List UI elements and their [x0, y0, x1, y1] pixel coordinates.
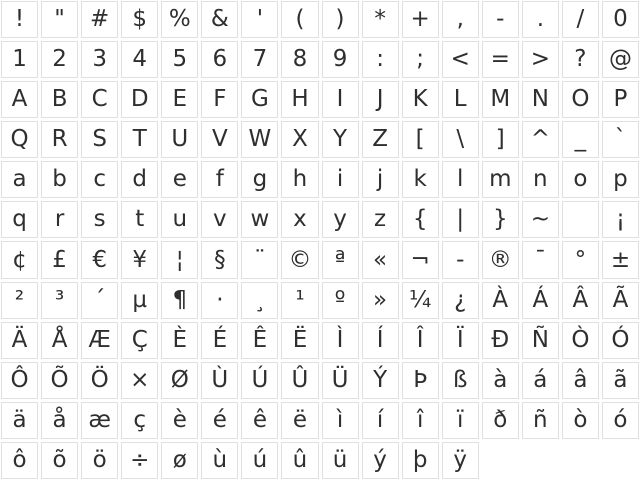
glyph-cell: e: [161, 161, 198, 198]
empty-grid-space: [482, 442, 519, 479]
glyph-cell: ': [241, 1, 278, 38]
glyph-cell: µ: [121, 282, 158, 319]
glyph-cell: °: [562, 241, 599, 278]
glyph-cell: ´: [81, 282, 118, 319]
glyph-cell: õ: [41, 442, 78, 479]
glyph-cell: à: [482, 362, 519, 399]
glyph-cell: (: [281, 1, 318, 38]
glyph-cell: ¼: [402, 282, 439, 319]
glyph-cell: í: [362, 402, 399, 439]
glyph-cell: o: [562, 161, 599, 198]
glyph-cell: ®: [482, 241, 519, 278]
glyph-cell: Ð: [482, 322, 519, 359]
glyph-cell: È: [161, 322, 198, 359]
glyph-cell: O: [562, 81, 599, 118]
glyph-cell: :: [362, 41, 399, 78]
glyph-cell: ð: [482, 402, 519, 439]
glyph-cell: B: [41, 81, 78, 118]
glyph-cell: ©: [281, 241, 318, 278]
glyph-cell: Ï: [442, 322, 479, 359]
glyph-cell: 2: [41, 41, 78, 78]
glyph-cell: ;: [402, 41, 439, 78]
glyph-cell: D: [121, 81, 158, 118]
glyph-cell: <: [442, 41, 479, 78]
glyph-cell: G: [241, 81, 278, 118]
glyph-cell: p: [602, 161, 639, 198]
glyph-cell: Ø: [161, 362, 198, 399]
glyph-cell: Ý: [362, 362, 399, 399]
glyph-cell: ¹: [281, 282, 318, 319]
glyph-cell: 8: [281, 41, 318, 78]
glyph-cell: ÷: [121, 442, 158, 479]
glyph-cell: ¥: [121, 241, 158, 278]
glyph-cell: +: [402, 1, 439, 38]
glyph-cell: s: [81, 201, 118, 238]
glyph-cell: 4: [121, 41, 158, 78]
glyph-cell: Ö: [81, 362, 118, 399]
glyph-cell: å: [41, 402, 78, 439]
glyph-cell: [: [402, 121, 439, 158]
glyph-cell: £: [41, 241, 78, 278]
glyph-cell: ÿ: [442, 442, 479, 479]
glyph-cell: ô: [1, 442, 38, 479]
glyph-cell: Ò: [562, 322, 599, 359]
glyph-cell: ·: [201, 282, 238, 319]
glyph-cell: ó: [602, 402, 639, 439]
glyph-cell: æ: [81, 402, 118, 439]
glyph-cell: .: [522, 1, 559, 38]
glyph-cell: ¬: [402, 241, 439, 278]
glyph-cell: ³: [41, 282, 78, 319]
glyph-cell: V: [201, 121, 238, 158]
glyph-cell: c: [81, 161, 118, 198]
glyph-cell: *: [362, 1, 399, 38]
glyph-cell: Ì: [322, 322, 359, 359]
glyph-cell: M: [482, 81, 519, 118]
glyph-cell: ^: [522, 121, 559, 158]
glyph-cell: ñ: [522, 402, 559, 439]
glyph-cell: \: [442, 121, 479, 158]
glyph-cell: u: [161, 201, 198, 238]
glyph-cell: A: [1, 81, 38, 118]
glyph-cell: F: [201, 81, 238, 118]
glyph-cell: r: [41, 201, 78, 238]
empty-grid-space: [522, 442, 559, 479]
glyph-cell: a: [1, 161, 38, 198]
glyph-cell: Û: [281, 362, 318, 399]
glyph-cell: U: [161, 121, 198, 158]
glyph-cell: Ô: [1, 362, 38, 399]
glyph-cell: >: [522, 41, 559, 78]
glyph-cell: ª: [322, 241, 359, 278]
glyph-cell: ë: [281, 402, 318, 439]
glyph-cell: ý: [362, 442, 399, 479]
glyph-cell: E: [161, 81, 198, 118]
glyph-cell: W: [241, 121, 278, 158]
glyph-cell: ×: [121, 362, 158, 399]
glyph-cell: 9: [322, 41, 359, 78]
glyph-cell: }: [482, 201, 519, 238]
glyph-cell: Ç: [121, 322, 158, 359]
empty-grid-space: [602, 442, 639, 479]
glyph-cell: Å: [41, 322, 78, 359]
glyph-cell: ¢: [1, 241, 38, 278]
glyph-cell: Ó: [602, 322, 639, 359]
glyph-cell: Â: [562, 282, 599, 319]
glyph-cell: Æ: [81, 322, 118, 359]
glyph-cell: t: [121, 201, 158, 238]
glyph-cell: ê: [241, 402, 278, 439]
glyph-cell: É: [201, 322, 238, 359]
glyph-cell: K: [402, 81, 439, 118]
glyph-cell: ¶: [161, 282, 198, 319]
glyph-cell: Ü: [322, 362, 359, 399]
glyph-cell: 0: [602, 1, 639, 38]
glyph-cell: {: [402, 201, 439, 238]
glyph-cell: €: [81, 241, 118, 278]
glyph-cell: -: [442, 241, 479, 278]
glyph-cell: d: [121, 161, 158, 198]
glyph-cell: §: [201, 241, 238, 278]
glyph-cell: ¦: [161, 241, 198, 278]
glyph-cell: z: [362, 201, 399, 238]
glyph-cell: ¯: [522, 241, 559, 278]
glyph-cell: $: [121, 1, 158, 38]
glyph-cell: |: [442, 201, 479, 238]
glyph-cell: Ñ: [522, 322, 559, 359]
glyph-cell: â: [562, 362, 599, 399]
glyph-cell: R: [41, 121, 78, 158]
glyph-cell: ã: [602, 362, 639, 399]
glyph-cell: P: [602, 81, 639, 118]
glyph-cell: ß: [442, 362, 479, 399]
glyph-cell: ü: [322, 442, 359, 479]
glyph-cell: ?: [562, 41, 599, 78]
glyph-cell: Î: [402, 322, 439, 359]
glyph-cell: þ: [402, 442, 439, 479]
glyph-cell: H: [281, 81, 318, 118]
glyph-cell: Õ: [41, 362, 78, 399]
glyph-cell: ": [41, 1, 78, 38]
glyph-cell: -: [482, 1, 519, 38]
glyph-cell: i: [322, 161, 359, 198]
glyph-cell: ): [322, 1, 359, 38]
glyph-cell: m: [482, 161, 519, 198]
glyph-cell: f: [201, 161, 238, 198]
glyph-cell: Í: [362, 322, 399, 359]
glyph-cell: Ä: [1, 322, 38, 359]
glyph-cell: k: [402, 161, 439, 198]
glyph-cell: Ù: [201, 362, 238, 399]
glyph-cell: Á: [522, 282, 559, 319]
glyph-cell: ,: [442, 1, 479, 38]
glyph-cell: S: [81, 121, 118, 158]
glyph-cell: `: [602, 121, 639, 158]
glyph-cell: @: [602, 41, 639, 78]
glyph-cell: h: [281, 161, 318, 198]
glyph-cell: À: [482, 282, 519, 319]
glyph-cell: ò: [562, 402, 599, 439]
glyph-cell: ]: [482, 121, 519, 158]
glyph-cell: ú: [241, 442, 278, 479]
glyph-cell: %: [161, 1, 198, 38]
glyph-cell: º: [322, 282, 359, 319]
glyph-cell: ±: [602, 241, 639, 278]
glyph-cell: Ú: [241, 362, 278, 399]
glyph-cell: 1: [1, 41, 38, 78]
glyph-cell: q: [1, 201, 38, 238]
glyph-cell: I: [322, 81, 359, 118]
glyph-cell: ¡: [602, 201, 639, 238]
glyph-cell: ä: [1, 402, 38, 439]
glyph-cell: j: [362, 161, 399, 198]
glyph-cell: =: [482, 41, 519, 78]
glyph-cell: Ã: [602, 282, 639, 319]
glyph-cell: ö: [81, 442, 118, 479]
empty-grid-space: [562, 442, 599, 479]
glyph-cell: »: [362, 282, 399, 319]
glyph-cell: b: [41, 161, 78, 198]
glyph-cell: ù: [201, 442, 238, 479]
glyph-cell: Q: [1, 121, 38, 158]
glyph-cell: n: [522, 161, 559, 198]
glyph-cell: 7: [241, 41, 278, 78]
glyph-cell: ²: [1, 282, 38, 319]
glyph-cell: w: [241, 201, 278, 238]
glyph-cell: è: [161, 402, 198, 439]
glyph-cell: T: [121, 121, 158, 158]
glyph-cell: ~: [522, 201, 559, 238]
glyph-cell: J: [362, 81, 399, 118]
glyph-cell: ç: [121, 402, 158, 439]
glyph-cell: &: [201, 1, 238, 38]
glyph-cell: ø: [161, 442, 198, 479]
glyph-cell: ¿: [442, 282, 479, 319]
glyph-cell: #: [81, 1, 118, 38]
glyph-cell: Ê: [241, 322, 278, 359]
blank-glyph-cell: [562, 201, 599, 238]
glyph-cell: Y: [322, 121, 359, 158]
glyph-cell: C: [81, 81, 118, 118]
glyph-cell: L: [442, 81, 479, 118]
glyph-cell: Þ: [402, 362, 439, 399]
glyph-cell: ¨: [241, 241, 278, 278]
glyph-cell: !: [1, 1, 38, 38]
glyph-cell: l: [442, 161, 479, 198]
glyph-cell: ì: [322, 402, 359, 439]
glyph-cell: 6: [201, 41, 238, 78]
glyph-cell: y: [322, 201, 359, 238]
glyph-cell: «: [362, 241, 399, 278]
glyph-cell: X: [281, 121, 318, 158]
glyph-cell: 5: [161, 41, 198, 78]
glyph-cell: 3: [81, 41, 118, 78]
glyph-cell: Z: [362, 121, 399, 158]
glyph-cell: á: [522, 362, 559, 399]
glyph-cell: é: [201, 402, 238, 439]
glyph-cell: û: [281, 442, 318, 479]
glyph-cell: ï: [442, 402, 479, 439]
glyph-cell: /: [562, 1, 599, 38]
glyph-cell: î: [402, 402, 439, 439]
glyph-cell: x: [281, 201, 318, 238]
glyph-cell: _: [562, 121, 599, 158]
glyph-cell: ¸: [241, 282, 278, 319]
glyph-cell: g: [241, 161, 278, 198]
glyph-cell: N: [522, 81, 559, 118]
glyph-cell: v: [201, 201, 238, 238]
glyph-cell: Ë: [281, 322, 318, 359]
